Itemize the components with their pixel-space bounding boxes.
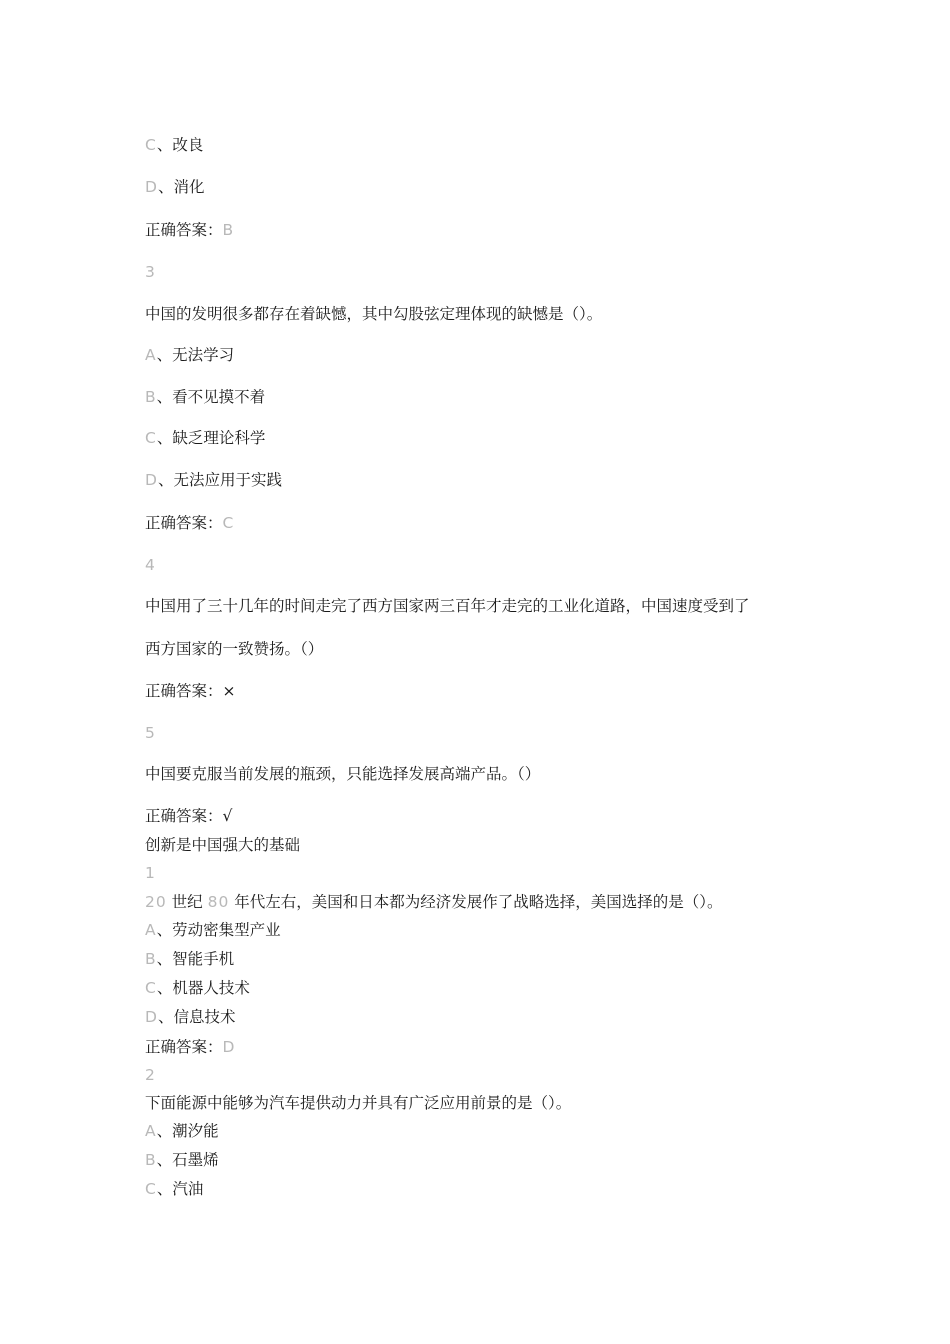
- option-b: [145, 387, 265, 407]
- answer-label: 正确答案：: [145, 514, 223, 532]
- option-a: [145, 1121, 219, 1141]
- question-number: 5: [145, 724, 156, 742]
- option-letter: B: [145, 1151, 157, 1169]
- option-letter: C: [145, 979, 157, 997]
- answer-value: ×: [222, 682, 236, 700]
- option-text: 、无法学习: [156, 346, 235, 364]
- option-text: 、潮汐能: [156, 1122, 219, 1140]
- option-text: 、缺乏理论科学: [156, 429, 266, 447]
- option-text: 、无法应用于实践: [157, 471, 282, 489]
- option-text: 、改良: [156, 136, 204, 154]
- option-letter: C: [145, 136, 157, 154]
- option-text: 、机器人技术: [156, 979, 250, 997]
- option-letter: D: [145, 1008, 158, 1026]
- question-text: 下面能源中能够为汽车提供动力并具有广泛应用前景的是（）。: [145, 1094, 572, 1112]
- option-a: [145, 345, 234, 365]
- question-text-part: 世纪: [166, 893, 208, 911]
- option-c: [145, 428, 265, 448]
- question-text: 中国用了三十几年的时间走完了西方国家两三百年才走完的工业化道路，中国速度受到了: [145, 597, 750, 615]
- option-text: 、信息技术: [157, 1008, 236, 1026]
- question-number: 2: [145, 1066, 156, 1084]
- option-text: 、劳动密集型产业: [156, 921, 281, 939]
- answer-label: 正确答案：: [145, 807, 223, 825]
- question-number: 3: [145, 263, 156, 281]
- option-b: [145, 949, 234, 969]
- section-title: 创新是中国强大的基础: [145, 836, 301, 854]
- option-text: 、汽油: [156, 1180, 204, 1198]
- option-d: [145, 470, 282, 490]
- answer-label: 正确答案：: [145, 1038, 223, 1056]
- option-letter: C: [145, 1180, 157, 1198]
- answer-value: B: [222, 221, 235, 239]
- answer-line: [145, 806, 232, 826]
- answer-value: C: [222, 514, 235, 532]
- answer-line: [145, 513, 234, 533]
- answer-value: √: [222, 807, 233, 825]
- option-c: [145, 978, 250, 998]
- decade-number: 80: [207, 893, 230, 911]
- question-text-part: 年代左右，美国和日本都为经济发展作了战略选择，美国选择的是（）。: [229, 893, 723, 911]
- question-number: 4: [145, 556, 156, 574]
- option-d: [145, 177, 204, 197]
- option-text: 、石墨烯: [156, 1151, 219, 1169]
- answer-label: 正确答案：: [145, 682, 223, 700]
- option-c: [145, 1179, 203, 1199]
- option-text: 、消化: [157, 178, 205, 196]
- year-number: 20: [145, 893, 167, 911]
- question-text: 中国的发明很多都存在着缺憾，其中勾股弦定理体现的缺憾是（）。: [145, 305, 603, 323]
- option-text: 、看不见摸不着: [156, 388, 266, 406]
- answer-line: [145, 1037, 235, 1057]
- option-letter: D: [145, 178, 158, 196]
- option-letter: B: [145, 388, 157, 406]
- answer-line: [145, 220, 234, 240]
- option-text: 、智能手机: [156, 950, 235, 968]
- option-letter: D: [145, 471, 158, 489]
- option-letter: B: [145, 950, 157, 968]
- option-letter: C: [145, 429, 157, 447]
- option-d: [145, 1007, 235, 1027]
- question-text: [145, 892, 723, 912]
- option-c: [145, 135, 203, 155]
- option-b: [145, 1150, 219, 1170]
- option-letter: A: [145, 1122, 157, 1140]
- answer-line: [145, 681, 236, 701]
- question-number: 1: [145, 864, 156, 882]
- option-a: [145, 920, 281, 940]
- answer-value: D: [222, 1038, 236, 1056]
- option-letter: A: [145, 921, 157, 939]
- option-letter: A: [145, 346, 157, 364]
- answer-label: 正确答案：: [145, 221, 223, 239]
- question-text: 西方国家的一致赞扬。（）: [145, 640, 324, 658]
- question-text: 中国要克服当前发展的瓶颈，只能选择发展高端产品。（）: [145, 765, 541, 783]
